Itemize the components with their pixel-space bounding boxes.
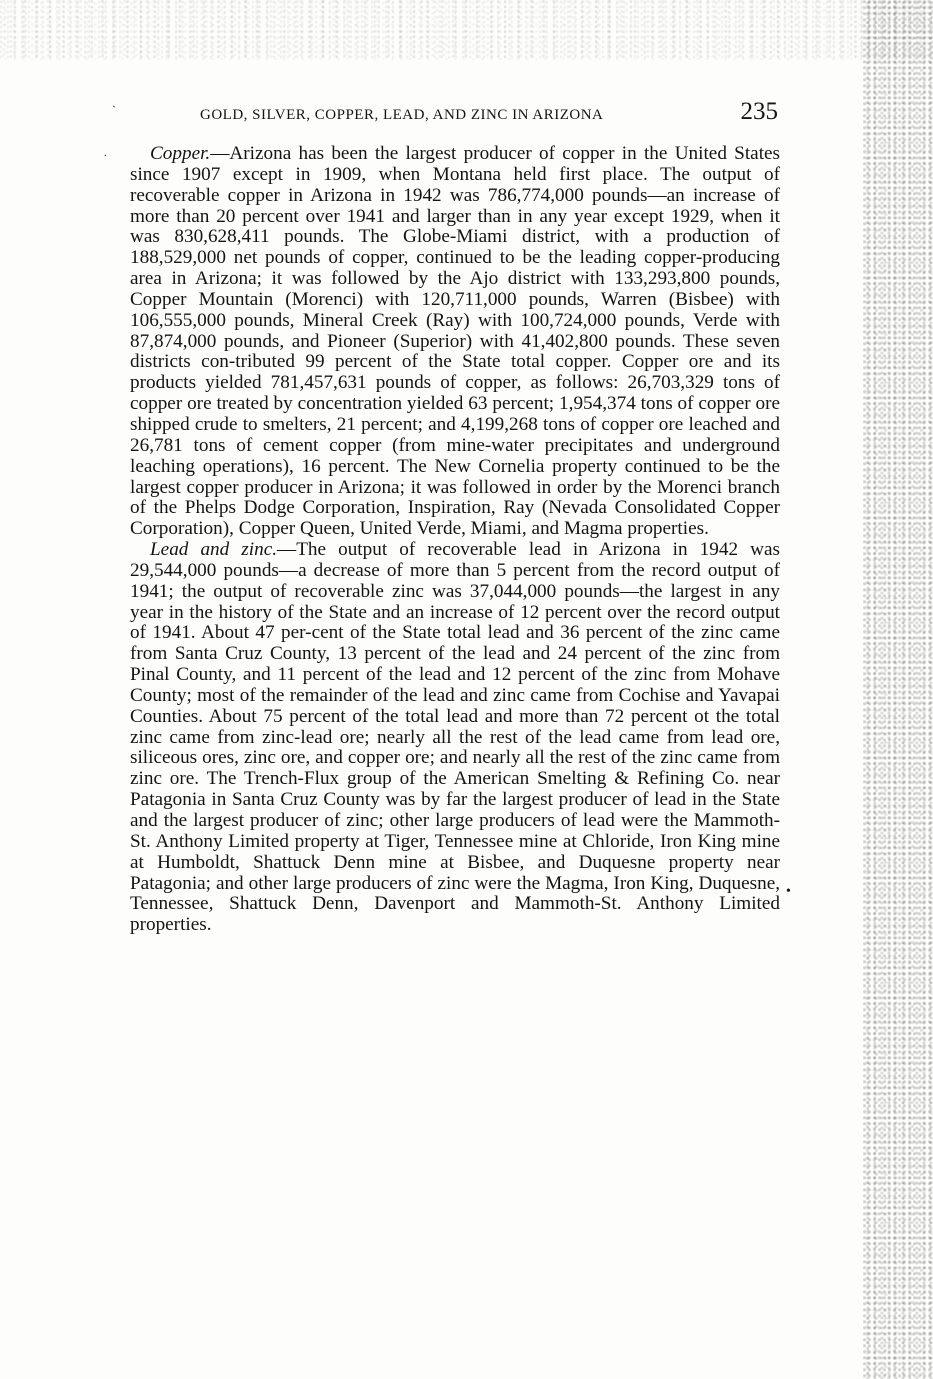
body-text bbox=[130, 144, 780, 936]
text-line: tributed 99 percent of the State total copper. Copper ore and its bbox=[235, 351, 780, 373]
text-line: total lead and more than 72 percent ot the total zinc came from zinc- bbox=[130, 705, 781, 748]
text-line: from zinc ore. The Trench-Flux group of the American Smelting & bbox=[130, 747, 781, 790]
text-line: area in Arizona; it was followed by the Ajo district with 133,293,800 bbox=[130, 268, 711, 290]
stray-mark: ` bbox=[112, 103, 116, 117]
text-line: ores, zinc ore, and copper ore; and nearly all the rest of the zinc came bbox=[202, 747, 738, 769]
text-line: from Mohave County; most of the remainder of the lead and zinc bbox=[130, 664, 780, 706]
text-line: Cruz County, 13 percent of the lead and 24 percent of the zinc from bbox=[225, 643, 781, 665]
run-in-heading: Copper. bbox=[150, 143, 211, 164]
text-line: copper (from mine-water precipitates and underground leaching bbox=[130, 434, 781, 477]
text-line: Refining Co. near Patagonia in Santa Cruz County was by far the bbox=[130, 768, 781, 811]
text-line: (Superior) with 41,402,800 pounds. These seven districts con- bbox=[130, 330, 781, 373]
text-line: came from Cochise and Yavapai Counties. About 75 percent of the bbox=[130, 684, 781, 727]
stray-dot: • bbox=[786, 884, 791, 899]
running-head: GOLD, SILVER, COPPER, LEAD, AND ZINC IN ARIZONA bbox=[200, 107, 604, 123]
text-line: increase of 12 percent over the record output of 1941. About 47 per- bbox=[130, 601, 781, 644]
text-line: and larger than in any year except 1929, when it was 830,628,411 bbox=[130, 205, 781, 248]
text-line: Ray (Nevada Consolidated Copper Corporation), Copper Queen, bbox=[130, 497, 780, 540]
text-line: Warren (Bisbee) with 106,555,000 pounds, Mineral Creek (Ray) bbox=[130, 288, 781, 331]
text-line: United States since 1907 except in 1909, when Montana held first bbox=[130, 143, 781, 185]
page-header bbox=[200, 98, 790, 130]
text-line: 1,954,374 tons of copper ore shipped crude to smelters, 21 percent; bbox=[130, 393, 781, 435]
text-line: was 29,544,000 pounds—a decrease of more than 5 percent from the bbox=[130, 539, 780, 581]
text-line: United Verde, Miami, and Magma properties. bbox=[359, 518, 709, 540]
text-line: operations), 16 percent. The New Cornelia property continued to bbox=[202, 455, 724, 477]
paragraph-lead-and-zinc bbox=[130, 540, 780, 936]
text-line: record output of 1941; the output of recoverable zinc was 37,044,000 bbox=[130, 559, 781, 602]
text-line: pounds, Copper Mountain (Morenci) with 120,711,000 pounds, bbox=[130, 268, 780, 310]
text-line: Pinal County, and 11 percent of the lead and 12 percent of the zinc bbox=[130, 664, 667, 686]
page-number: 235 bbox=[740, 98, 778, 125]
run-in-heading: Lead and zinc. bbox=[150, 539, 278, 561]
stray-dot: . bbox=[104, 148, 107, 159]
text-line: Magma, Iron King, Duquesne, Tennessee, Shattuck Denn, Davenport bbox=[130, 872, 781, 915]
text-line: and Mammoth-St. Anthony Limited properties. bbox=[130, 893, 781, 936]
text-line: with 100,724,000 pounds, Verde with 87,874,000 pounds, and Pioneer bbox=[130, 309, 780, 352]
paragraph-copper bbox=[130, 144, 780, 540]
text-line: 786,774,000 pounds—an increase of more than 20 percent over 1941 bbox=[130, 184, 780, 227]
text-line: cent of the State total lead and 36 percent of the zinc came from Santa bbox=[130, 622, 780, 665]
scan-noise-top bbox=[0, 0, 933, 60]
text-line: place. The output of recoverable copper in Arizona in 1942 was bbox=[130, 163, 780, 206]
text-line: tons of copper ore treated by concentration yielded 63 percent; bbox=[130, 372, 781, 415]
text-line: other large producers of lead were the Mammoth-St. Anthony bbox=[130, 810, 781, 852]
text-line: net pounds of copper, continued to be the leading copper-producing bbox=[233, 247, 781, 269]
text-line: be the largest copper producer in Arizona; it was followed in order bbox=[130, 455, 780, 498]
text-line: —Arizona has been the largest producer of copper in the bbox=[210, 143, 668, 164]
text-line: largest producer of lead in the State and the largest producer of zinc; bbox=[130, 789, 780, 831]
scan-noise-right-edge bbox=[863, 0, 933, 1379]
text-line: property near Patagonia; and other large producers of zinc were the bbox=[130, 851, 780, 894]
text-line: lead ore; nearly all the rest of the lead came from lead ore, siliceous bbox=[130, 726, 780, 769]
text-line: and 4,199,268 tons of copper ore leached and 26,781 tons of cement bbox=[130, 413, 780, 456]
text-line: pounds. The Globe-Miami district, with a production of 188,529,000 bbox=[130, 226, 780, 269]
text-line: —The output of recoverable lead in Arizona in 1942 bbox=[277, 539, 739, 561]
text-line: by the Morenci branch of the Phelps Dodge Corporation, Inspiration, bbox=[130, 476, 781, 519]
text-line: Limited property at Tiger, Tennessee mine at Chloride, Iron King bbox=[228, 830, 736, 852]
text-line: mine at Humboldt, Shattuck Denn mine at Bisbee, and Duquesne bbox=[130, 830, 781, 873]
text-line: products yielded 781,457,631 pounds of copper, as follows: 26,703,329 bbox=[130, 372, 714, 394]
text-line: pounds—the largest in any year in the history of the State and an bbox=[130, 580, 781, 623]
